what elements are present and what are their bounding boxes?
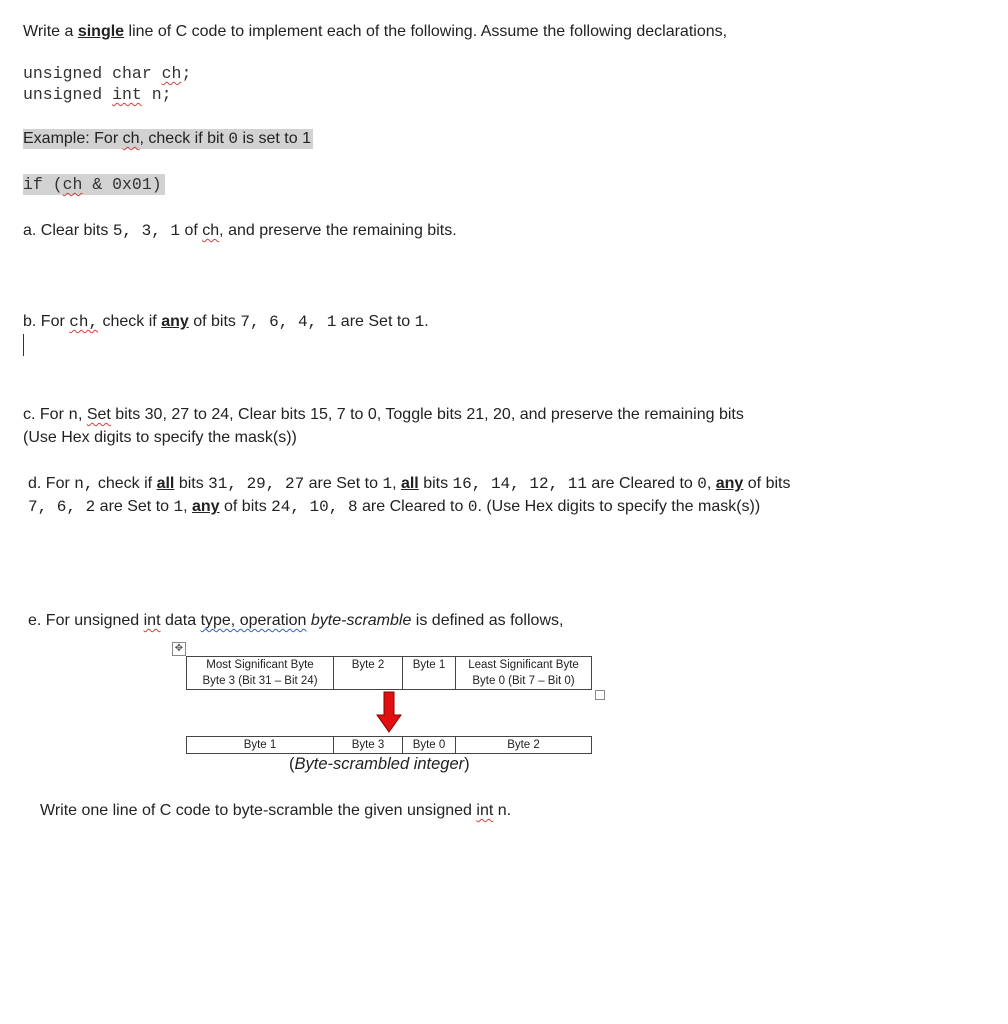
qd-var: n, — [74, 475, 94, 493]
question-d — [28, 474, 790, 494]
down-arrow-icon — [376, 691, 402, 733]
qc-set: Set — [86, 406, 111, 423]
byte-table-original — [186, 656, 592, 690]
qe-part: data — [160, 612, 201, 629]
qa-bits: 5, 3, 1 — [112, 222, 181, 240]
question-c — [23, 405, 744, 425]
qd-part: bits — [174, 475, 209, 492]
question-a — [23, 221, 457, 241]
byte-cell: Byte 2 — [456, 737, 592, 754]
code-text: if ( — [23, 175, 63, 194]
qd-part: bits — [418, 475, 453, 492]
qd-bold: all — [400, 475, 419, 492]
qd-part: are Cleared to — [357, 498, 468, 515]
qb-val: 1 — [414, 313, 425, 331]
example-part: is set to — [238, 130, 303, 147]
byte-cell-sublabel: Byte 0 (Bit 7 – Bit 0) — [472, 675, 575, 687]
code-text: unsigned char — [23, 64, 162, 83]
qe-type-op: type, operation — [200, 612, 307, 629]
qd-part: are Cleared to — [586, 475, 698, 492]
byte-cell-label: Byte 1 — [412, 659, 446, 671]
table-caption — [289, 755, 470, 774]
question-b — [23, 312, 429, 332]
byte-cell-sublabel: Byte 3 (Bit 31 – Bit 24) — [202, 675, 318, 687]
qc-part: c. For — [23, 406, 69, 423]
qd-part: check if — [93, 475, 157, 492]
code-var: ch — [62, 175, 83, 194]
final-part: n. — [493, 802, 512, 819]
byte-cell-label: Byte 2 — [351, 659, 385, 671]
caption-paren: ) — [464, 755, 470, 773]
qb-part: of bits — [188, 313, 241, 330]
qd-val: 1 — [382, 475, 393, 493]
declaration-line-2 — [23, 84, 172, 105]
qe-int: int — [143, 612, 161, 629]
qd-bits: 24, 10, 8 — [271, 498, 358, 516]
byte-cell: Byte 3 — [334, 737, 403, 754]
example-code — [23, 174, 165, 195]
resize-icon[interactable] — [595, 690, 605, 700]
question-e — [28, 611, 563, 631]
code-var: ch — [161, 64, 182, 83]
example-text — [23, 129, 313, 149]
example-part: Example: For — [23, 130, 123, 147]
intro-part: Write a — [23, 23, 78, 40]
qd-part: . (Use Hex digits to specify the mask(s)) — [477, 498, 761, 515]
example-part: , check if bit — [139, 130, 229, 147]
caption-paren: ( — [289, 755, 295, 773]
qb-bold: any — [161, 313, 189, 330]
example-var: ch — [122, 130, 140, 147]
byte-cell — [456, 657, 592, 690]
qe-part: is defined as follows, — [411, 612, 564, 629]
qb-part: . — [424, 313, 429, 330]
qd-part: , — [706, 475, 716, 492]
intro-text — [23, 22, 727, 42]
qc-var: n — [68, 406, 78, 424]
qa-part: of — [180, 222, 203, 239]
byte-cell-label: Least Significant Byte — [468, 659, 579, 671]
qd-bold: any — [715, 475, 744, 492]
byte-table-scrambled — [186, 736, 592, 754]
qd-part: of bits — [743, 475, 791, 492]
final-instruction — [40, 801, 511, 821]
qd-bold: all — [156, 475, 175, 492]
qd-part: , — [183, 498, 192, 515]
caption-text: Byte-scrambled integer — [294, 755, 465, 773]
qa-var: ch — [202, 222, 220, 239]
qb-part: are Set to — [336, 313, 415, 330]
qe-term: byte-scramble — [310, 612, 412, 629]
move-icon[interactable]: ✥ — [172, 642, 186, 656]
qd-bits: 31, 29, 27 — [208, 475, 305, 493]
qa-part: a. Clear bits — [23, 222, 113, 239]
qb-part: check if — [98, 313, 162, 330]
qa-part: , and preserve the remaining bits. — [219, 222, 457, 239]
byte-cell: Byte 1 — [187, 737, 334, 754]
qd-part: are Set to — [304, 475, 383, 492]
code-text: ; — [181, 64, 192, 83]
qc-part: bits 30, 27 to 24, Clear bits 15, 7 to 0, Toggle bits 21, 20, and preserve the remaining bits — [110, 406, 744, 423]
qb-bits: 7, 6, 4, 1 — [240, 313, 337, 331]
qe-part: e. For unsigned — [28, 612, 144, 629]
qd-bits: 16, 14, 12, 11 — [452, 475, 587, 493]
byte-cell: Byte 0 — [403, 737, 456, 754]
byte-cell-label: Most Significant Byte — [206, 659, 314, 671]
byte-cell — [187, 657, 334, 690]
qd-part: of bits — [219, 498, 272, 515]
question-c-line-2: (Use Hex digits to specify the mask(s)) — [23, 429, 297, 446]
byte-cell — [334, 657, 403, 690]
qd-part: d. For — [28, 475, 75, 492]
code-text: unsigned — [23, 85, 113, 104]
final-part: Write one line of C code to byte-scramble the given unsigned — [40, 802, 477, 819]
qd-val: 0 — [697, 475, 707, 493]
qd-bold: any — [191, 498, 220, 515]
qd-part: are Set to — [95, 498, 174, 515]
qd-val: 0 — [467, 498, 478, 516]
qb-part: b. For — [23, 313, 70, 330]
final-int: int — [476, 802, 494, 819]
byte-cell — [403, 657, 456, 690]
qc-part: , — [77, 406, 87, 423]
intro-bold: single — [77, 23, 125, 40]
declaration-line-1 — [23, 63, 191, 84]
code-var: int — [112, 85, 142, 104]
qd-bits: 7, 6, 2 — [28, 498, 96, 516]
qd-part: , — [392, 475, 401, 492]
code-text: & 0x01) — [82, 175, 162, 194]
text-cursor[interactable] — [23, 334, 24, 356]
question-d-line-2 — [28, 497, 760, 517]
code-text: n; — [141, 85, 172, 104]
example-val: 1 — [302, 130, 311, 147]
qd-val: 1 — [173, 498, 184, 516]
qb-var: ch, — [69, 313, 99, 331]
intro-part: line of C code to implement each of the following. Assume the following declarations, — [124, 23, 728, 40]
example-bit: 0 — [228, 130, 239, 148]
